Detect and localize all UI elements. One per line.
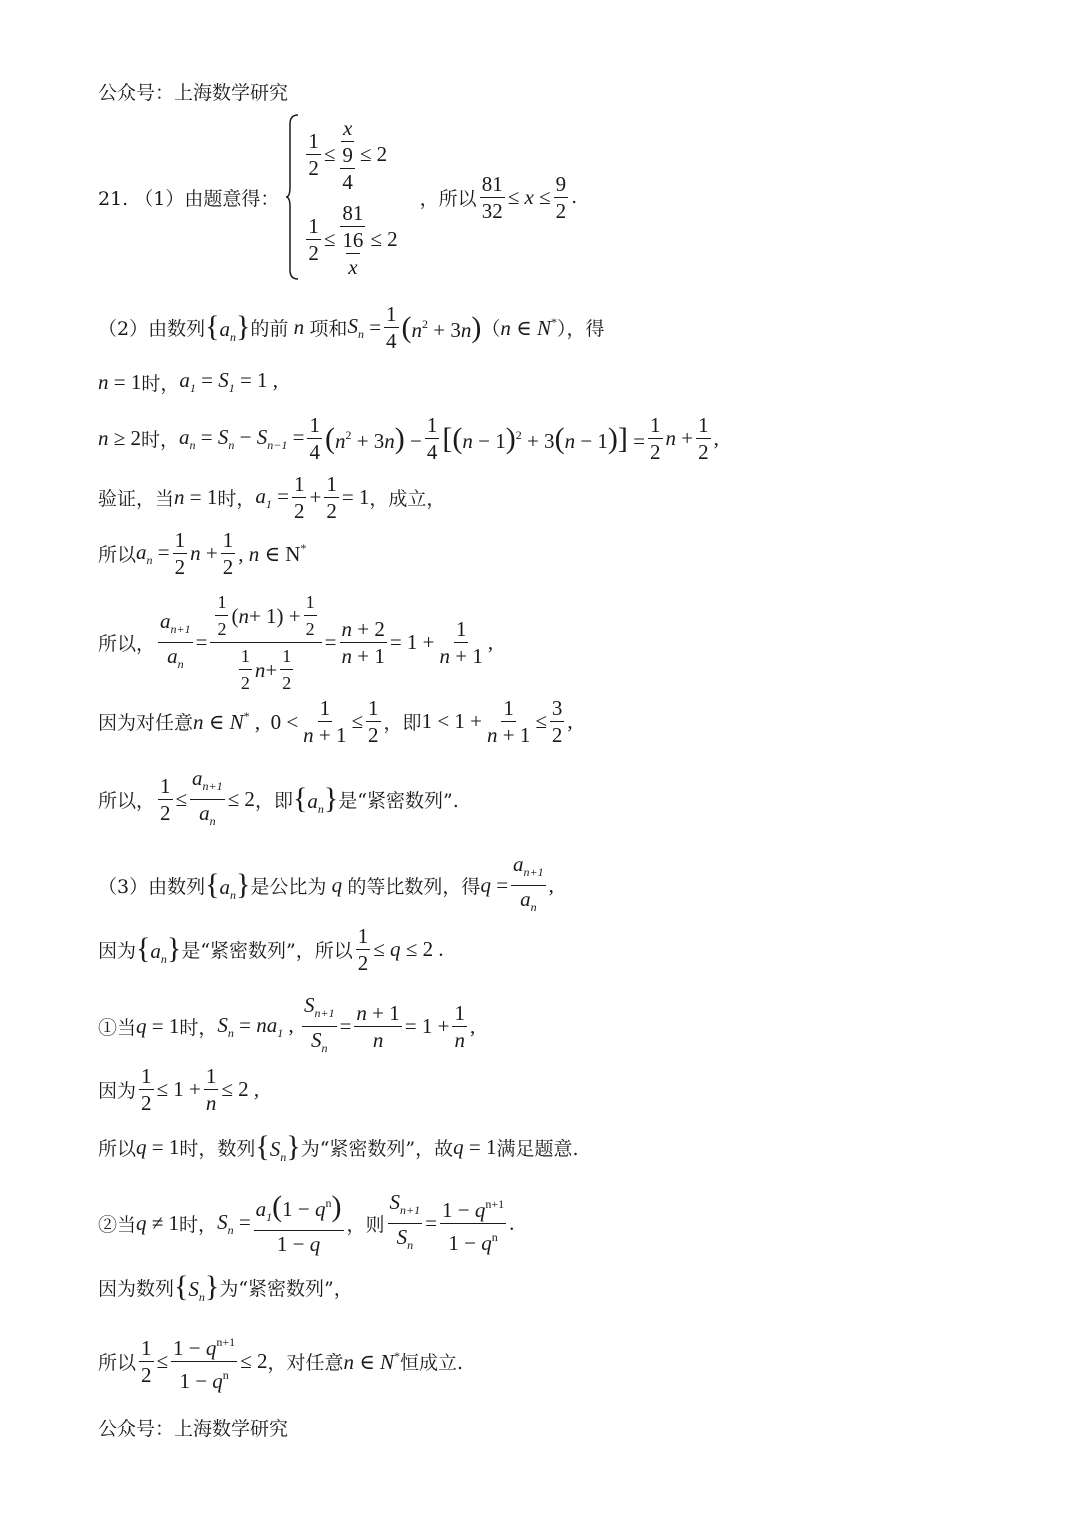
part1-line: 21. （1）由题意得： $\frac{1}{2}$ ≤ $\frac{\frac{x}{9}}{4}$ ≤ 2 $\frac{1}{2}$ ≤ $\frac{\frac{81}{16}}{x}$ ≤ 2 ，所以 $\frac{81}{32}$ ≤ x ≤ $\frac{9}{2}$ .	[98, 112, 577, 282]
header-watermark: 公众号：上海数学研究	[98, 82, 289, 104]
part2-n1: n = 1 时， $a_1 = S_1 = 1$ ,	[98, 368, 279, 395]
part1-label: 21. （1）由题意得：	[98, 187, 280, 210]
part2-conclusion: 所以， $\frac{1}{2}$ ≤ $\frac{a_{n+1}}{a_n}$ ≤ 2 ，即 $\{a_n\}$ 是“紧密数列”.	[98, 766, 459, 828]
left-brace-icon	[285, 112, 301, 282]
brace-system: $\frac{1}{2}$ ≤ $\frac{\frac{x}{9}}{4}$ ≤ 2 $\frac{1}{2}$ ≤ $\frac{\frac{81}{16}}{x}$ ≤ 2	[285, 112, 397, 282]
footer-watermark: 公众号：上海数学研究	[98, 1418, 289, 1440]
part2-so-an: 所以 $a_n$ = $\frac{1}{2}$ n + $\frac{1}{2}$ , n ∈ N*	[98, 528, 307, 579]
part3-intro: （3）由数列 $\{a_n\}$ 是公比为 q 的等比数列，得 q = $\frac{a_{n+1}}{a_n}$ ,	[98, 852, 554, 914]
part3-q1-conclusion: 所以 q = 1 时，数列 $\{S_n\}$ 为“紧密数列”，故 q = 1 满足题意.	[98, 1130, 579, 1164]
part2-intro: （2）由数列 $\{a_n\}$ 的前 n 项和 $S_n$ = $\frac{1}{4}$ $(n^2 + 3n)$ （ n ∈ N* ），得	[98, 302, 605, 353]
part3-case1: ①当 q = 1 时， $S_n = na_1$ , $\frac{S_{n+1}}{S_n}$ = $\frac{n + 1}{n}$ = 1 + $\frac{1}{n}$ ,	[98, 993, 476, 1055]
part3-because2: 因为 $\frac{1}{2}$ ≤ 1 + $\frac{1}{n}$ ≤ 2 ,	[98, 1064, 260, 1115]
part2-because: 因为对任意 n ∈ N* , 0 < $\frac{1}{n + 1}$ ≤ $\frac{1}{2}$ ，即 1 < 1 + $\frac{1}{n + 1}$ ≤ $\frac{3}{2}$ ,	[98, 696, 573, 747]
part2-n2: n ≥ 2 时， $a_n = S_n - S_{n-1}$ = $\frac{1}{4}$ $(n^2 + 3n)$ − $\frac{1}{4}$ $[(n - 1)^2 + 3(n - 1)]$ = $\frac{1}{2}$ n + $\frac{1}{2}$ ,	[98, 413, 719, 464]
part3-case2: ②当 q ≠ 1 时， $S_n$ = $\frac{a_1(1 - q^n)}{1 - q}$ ，则 $\frac{S_{n+1}}{S_n}$ = $\frac{1 - q^{n+1}}{1 - q^n}$ .	[98, 1190, 515, 1256]
part2-ratio: 所以， $\frac{a_{n+1}}{a_n}$ = $\frac{1}{2}$ ( n + 1) + $\frac{1}{2}$ $\frac{1}{2}$ n + $\frac{1}{2}$ = $\frac{n + 2}{n + 1}$ = 1 + $\frac{1}{n + 1}$ ,	[98, 592, 494, 693]
part3-because: 因为 $\{a_n\}$ 是“紧密数列”，所以 $\frac{1}{2}$ ≤ q ≤ 2 .	[98, 924, 444, 975]
part3-because3: 因为数列 $\{S_n\}$ 为“紧密数列”，	[98, 1270, 353, 1304]
part3-final: 所以 $\frac{1}{2}$ ≤ $\frac{1 - q^{n+1}}{1 - q^n}$ ≤ 2 ，对任意 n ∈ N* 恒成立.	[98, 1330, 463, 1393]
part2-verify: 验证，当 n = 1 时， $a_1$ = $\frac{1}{2}$ + $\frac{1}{2}$ = 1 ，成立，	[98, 472, 446, 523]
